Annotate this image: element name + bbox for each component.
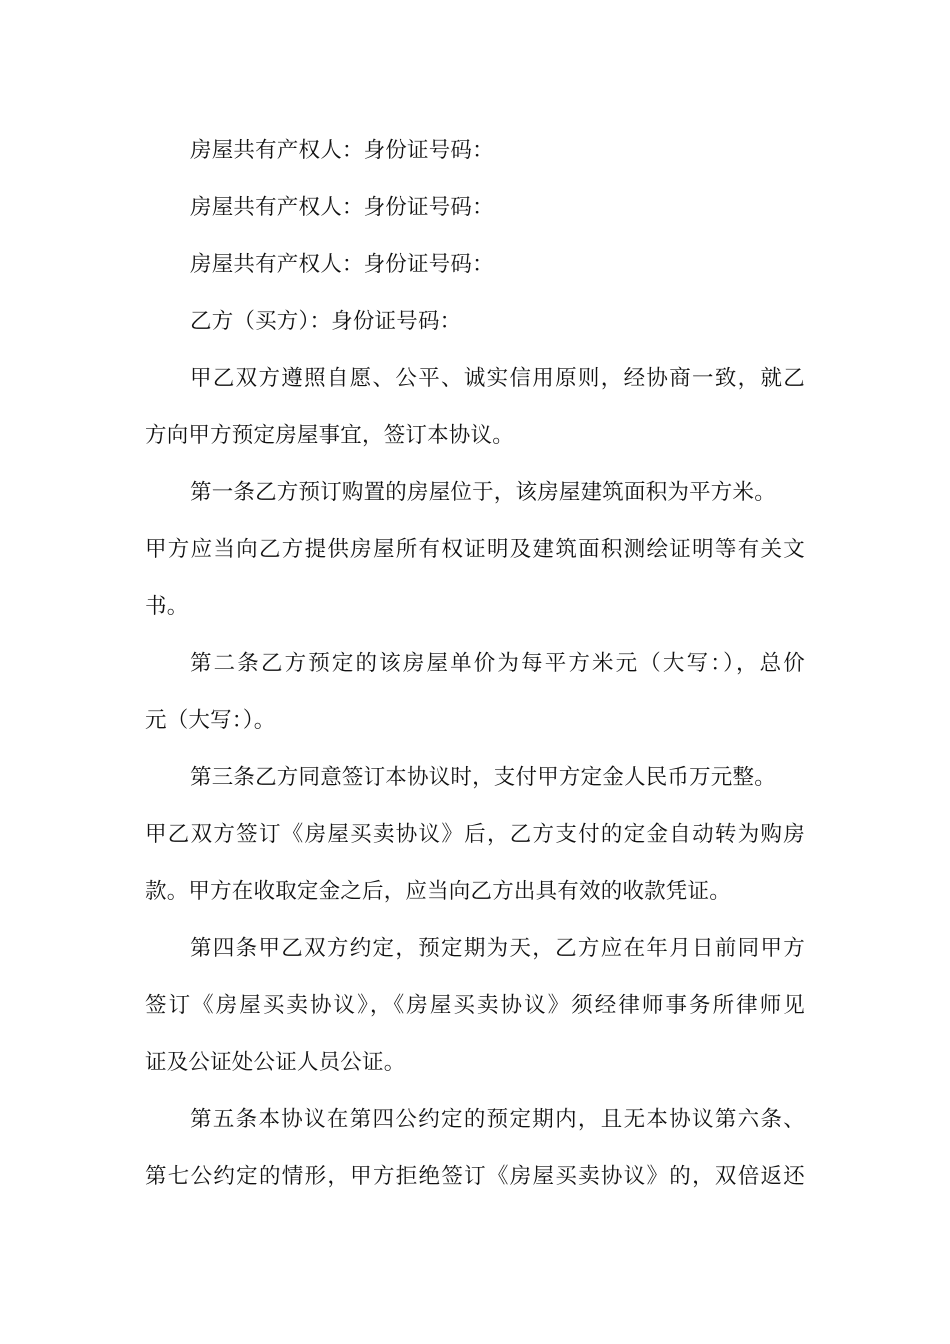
article-4-line-3: 证及公证处公证人员公证。 <box>145 1050 406 1075</box>
article-4-line-2: 签订《房屋买卖协议》，《房屋买卖协议》须经律师事务所律师见 <box>145 993 805 1018</box>
co-owner-line-3: 房屋共有产权人：身份证号码： <box>190 252 494 277</box>
article-5-line-1: 第五条本协议在第四公约定的预定期内，且无本协议第六条、 <box>190 1107 805 1132</box>
article-3-line-1: 第三条乙方同意签订本协议时，支付甲方定金人民币万元整。 <box>190 765 776 790</box>
preamble-line-1: 甲乙双方遵照自愿、公平、诚实信用原则，经协商一致，就乙 <box>190 366 805 391</box>
article-1-line-1: 第一条乙方预订购置的房屋位于，该房屋建筑面积为平方米。 <box>190 480 776 505</box>
article-3-line-2: 甲乙双方签订《房屋买卖协议》后，乙方支付的定金自动转为购房 <box>145 822 805 847</box>
co-owner-line-2: 房屋共有产权人：身份证号码： <box>190 195 494 220</box>
co-owner-line-1: 房屋共有产权人：身份证号码： <box>190 138 494 163</box>
article-1-line-3: 书。 <box>145 594 189 619</box>
article-2-line-1: 第二条乙方预定的该房屋单价为每平方米元（大写：），总价 <box>190 651 805 676</box>
buyer-line: 乙方（买方）：身份证号码： <box>190 309 462 334</box>
article-1-line-2: 甲方应当向乙方提供房屋所有权证明及建筑面积测绘证明等有关文 <box>145 537 805 562</box>
article-5-line-2: 第七公约定的情形，甲方拒绝签订《房屋买卖协议》的，双倍返还 <box>145 1164 805 1189</box>
article-3-line-3: 款。甲方在收取定金之后，应当向乙方出具有效的收款凭证。 <box>145 879 731 904</box>
preamble-line-2: 方向甲方预定房屋事宜，签订本协议。 <box>145 423 514 448</box>
article-4-line-1: 第四条甲乙双方约定，预定期为天，乙方应在年月日前同甲方 <box>190 936 805 961</box>
document-page <box>145 132 805 1196</box>
article-2-line-2: 元（大写：）。 <box>145 708 276 733</box>
